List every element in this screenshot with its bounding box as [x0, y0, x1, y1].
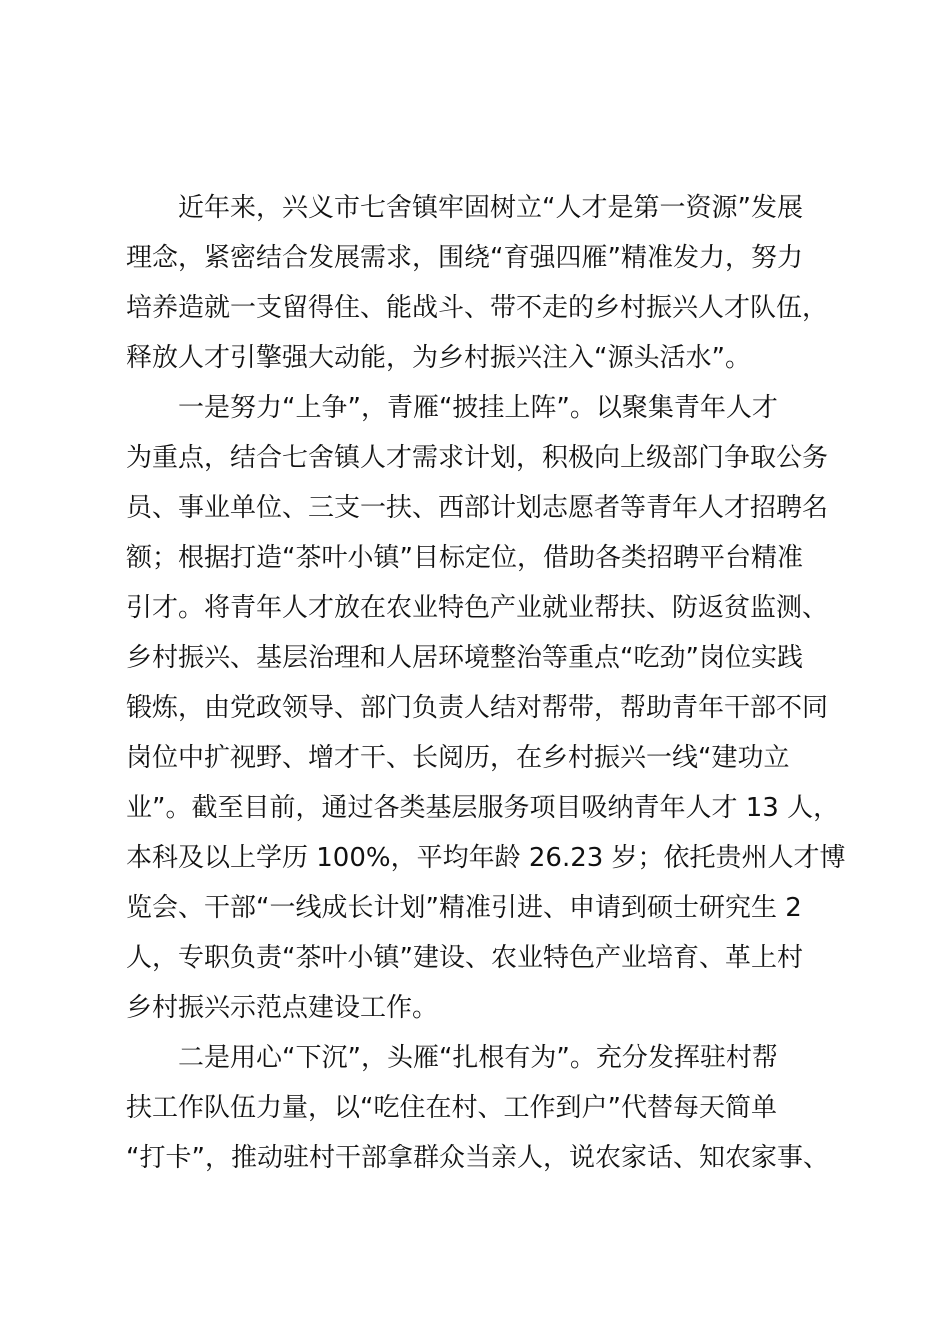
text-line: 业”。截至目前，通过各类基层服务项目吸纳青年人才 13 人，: [126, 793, 840, 823]
paragraph-intro: [126, 183, 838, 383]
text-line: 一是努力“上争”，青雁“披挂上阵”。以聚集青年人才: [178, 393, 778, 423]
paragraph-section-one: [126, 383, 846, 1033]
text-line: 乡村振兴示范点建设工作。: [126, 993, 439, 1023]
text-line: 二是用心“下沉”，头雁“扎根有为”。充分发挥驻村帮: [178, 1043, 778, 1073]
text-line: “打卡”，推动驻村干部拿群众当亲人，说农家话、知农家事、: [126, 1143, 829, 1173]
text-line: 览会、干部“一线成长计划”精准引进、申请到硕士研究生 2: [126, 893, 802, 923]
document-body: [126, 183, 846, 1183]
text-line: 为重点，结合七舍镇人才需求计划，积极向上级部门争取公务: [126, 443, 829, 473]
text-line: 释放人才引擎强大动能，为乡村振兴注入“源头活水”。: [126, 343, 751, 373]
text-line: 员、事业单位、三支一扶、西部计划志愿者等青年人才招聘名: [126, 493, 829, 523]
text-line: 本科及以上学历 100%，平均年龄 26.23 岁；依托贵州人才博: [126, 843, 846, 873]
text-line: 近年来，兴义市七舍镇牢固树立“人才是第一资源”发展: [178, 193, 803, 223]
text-line: 扶工作队伍力量，以“吃住在村、工作到户”代替每天简单: [126, 1093, 777, 1123]
text-line: 乡村振兴、基层治理和人居环境整治等重点“吃劲”岗位实践: [126, 643, 803, 673]
text-line: 岗位中扩视野、增才干、长阅历，在乡村振兴一线“建功立: [126, 743, 790, 773]
text-line: 人，专职负责“茶叶小镇”建设、农业特色产业培育、革上村: [126, 943, 803, 973]
text-line: 培养造就一支留得住、能战斗、带不走的乡村振兴人才队伍，: [126, 293, 829, 323]
text-line: 引才。将青年人才放在农业特色产业就业帮扶、防返贫监测、: [126, 593, 829, 623]
text-line: 理念，紧密结合发展需求，围绕“育强四雁”精准发力，努力: [126, 243, 803, 273]
paragraph-section-two: [126, 1033, 838, 1183]
text-line: 额；根据打造“茶叶小镇”目标定位，借助各类招聘平台精准: [126, 543, 803, 573]
text-line: 锻炼，由党政领导、部门负责人结对帮带，帮助青年干部不同: [126, 693, 829, 723]
